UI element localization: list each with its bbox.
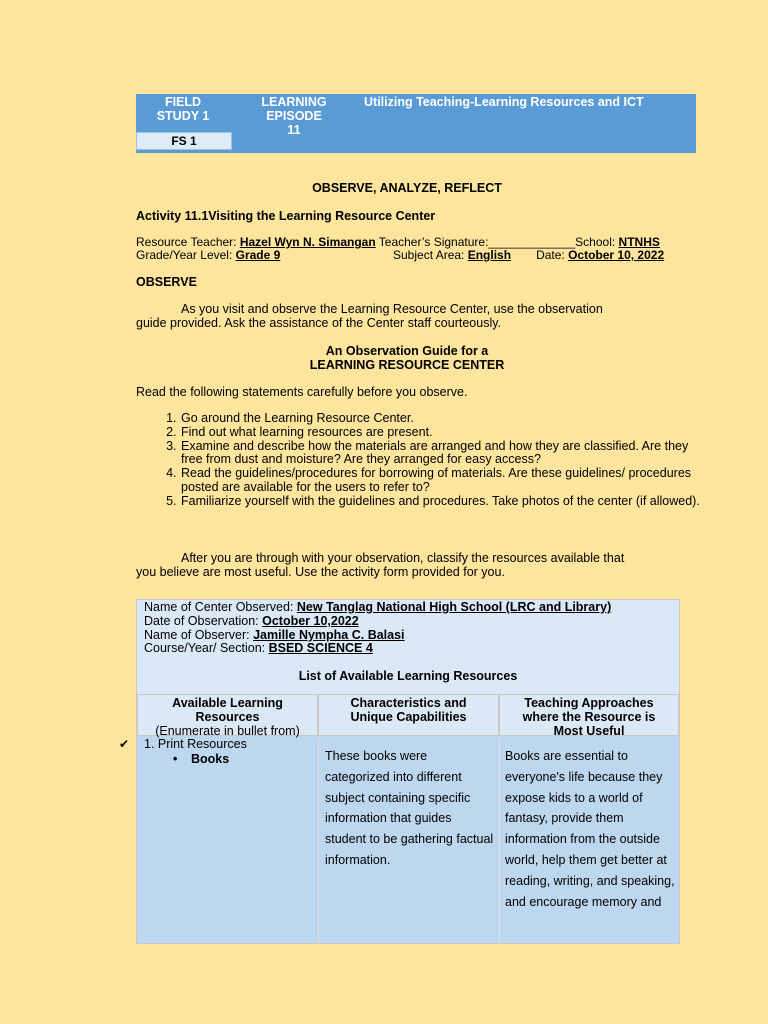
row1-characteristics: These books were categorized into different subject containing specific information that guides student to be gathering factual information.	[325, 749, 494, 867]
course-line	[144, 641, 373, 655]
row1-item	[173, 752, 229, 766]
col2-title-1: Characteristics and	[350, 696, 467, 710]
school-value: NTNHS	[618, 235, 660, 249]
center-label: Name of Center Observed:	[144, 600, 297, 614]
bullet-icon: •	[173, 752, 178, 766]
grade-value: Grade 9	[235, 248, 281, 262]
signature-label: Teacher’s Signature:	[375, 235, 489, 249]
col1-title-2: Resources	[195, 710, 260, 724]
column-header-approaches	[499, 694, 679, 736]
course-value: BSED SCIENCE 4	[268, 641, 373, 655]
field-line-2: STUDY 1	[156, 109, 210, 123]
header-band	[136, 94, 696, 153]
intro-line-2: guide provided. Ask the assistance of the Center staff courteously.	[136, 316, 502, 330]
signature-blank: _____________	[488, 235, 576, 249]
row1-approaches: Books are essential to everyone's life because they expose kids to a world of fantasy, provide them information from the outside world, help them get better at reading, writing, and speaking, and encourage memory and	[505, 749, 675, 909]
read-instruction: Read the following statements carefully before you observe.	[136, 385, 468, 399]
column-header-resources	[137, 694, 318, 736]
school-label: School:	[575, 235, 619, 249]
episode-line-1: LEARNING	[261, 95, 327, 109]
guide-title-1: An Observation Guide for a	[325, 344, 489, 358]
episode-line-2: EPISODE	[266, 109, 322, 123]
observation-date-value: October 10,2022	[262, 614, 359, 628]
resource-teacher-label: Resource Teacher:	[136, 235, 240, 249]
list-title: List of Available Learning Resources	[298, 669, 518, 683]
step-item: 2. Find out what learning resources are present.	[180, 426, 700, 440]
resource-teacher-name: Hazel Wyn N. Simangan	[239, 235, 376, 249]
col3-title-2: where the Resource is	[522, 710, 656, 724]
date-value: October 10, 2022	[568, 248, 665, 262]
after-line-1: After you are through with your observation, classify the resources available that	[181, 551, 625, 565]
guide-title-2: LEARNING RESOURCE CENTER	[309, 358, 505, 372]
center-value: New Tanglag National High School (LRC and Library)	[296, 600, 612, 614]
observe-title: OBSERVE	[136, 275, 197, 289]
intro-line-1: As you visit and observe the Learning Resource Center, use the observation	[181, 302, 603, 316]
step-item: 3. Examine and describe how the materials are arranged and how they are classified. Are they free from dust and moisture? Are they arranged for easy access?	[180, 440, 700, 468]
resource-teacher-line	[136, 235, 660, 249]
step-item: 1. Go around the Learning Resource Center.	[180, 412, 700, 426]
subject-value: English	[467, 248, 512, 262]
row1-item-label: Books	[191, 752, 230, 766]
learning-episode-label	[230, 95, 358, 137]
grade-label: Grade/Year Level:	[136, 248, 236, 262]
fs-label: FS 1	[136, 132, 232, 150]
step-item: 4. Read the guidelines/procedures for borrowing of materials. Are these guidelines/ procedures posted are available for the users to refer to?	[180, 467, 700, 495]
column-header-characteristics	[318, 694, 499, 736]
activity-title: Activity 11.1Visiting the Learning Resource Center	[136, 209, 436, 223]
observer-value: Jamille Nympha C. Balasi	[253, 628, 405, 642]
field-study-label	[136, 95, 230, 123]
step-item: 5. Familiarize yourself with the guidelines and procedures. Take photos of the center (if allowed).	[180, 495, 700, 509]
observer-label: Name of Observer:	[144, 628, 254, 642]
activity-form-table	[136, 599, 680, 944]
col1-title-1: Available Learning	[172, 696, 283, 710]
col3-title-3: Most Useful	[553, 724, 625, 738]
col3-title-1: Teaching Approaches	[524, 696, 654, 710]
subject-date-line	[393, 248, 664, 262]
field-line-1: FIELD	[164, 95, 202, 109]
observation-steps	[156, 412, 700, 509]
checkmark-icon: ✔	[119, 737, 130, 751]
grade-line	[136, 248, 280, 262]
date-label: Date:	[536, 248, 569, 262]
observation-date-label: Date of Observation:	[144, 614, 263, 628]
col1-subtitle: (Enumerate in bullet from)	[155, 724, 300, 738]
course-label: Course/Year/ Section:	[144, 641, 269, 655]
subject-label: Subject Area:	[393, 248, 468, 262]
col2-title-2: Unique Capabilities	[350, 710, 467, 724]
date-observation-line	[144, 614, 359, 628]
episode-line-3: 11	[287, 123, 301, 137]
observer-line	[144, 628, 405, 642]
episode-title: Utilizing Teaching-Learning Resources and ICT	[364, 95, 644, 109]
center-line	[144, 600, 611, 614]
section-heading: OBSERVE, ANALYZE, REFLECT	[312, 181, 502, 195]
after-line-2: you believe are most useful. Use the activity form provided for you.	[136, 565, 505, 579]
row1-category: 1. Print Resources	[144, 737, 247, 751]
